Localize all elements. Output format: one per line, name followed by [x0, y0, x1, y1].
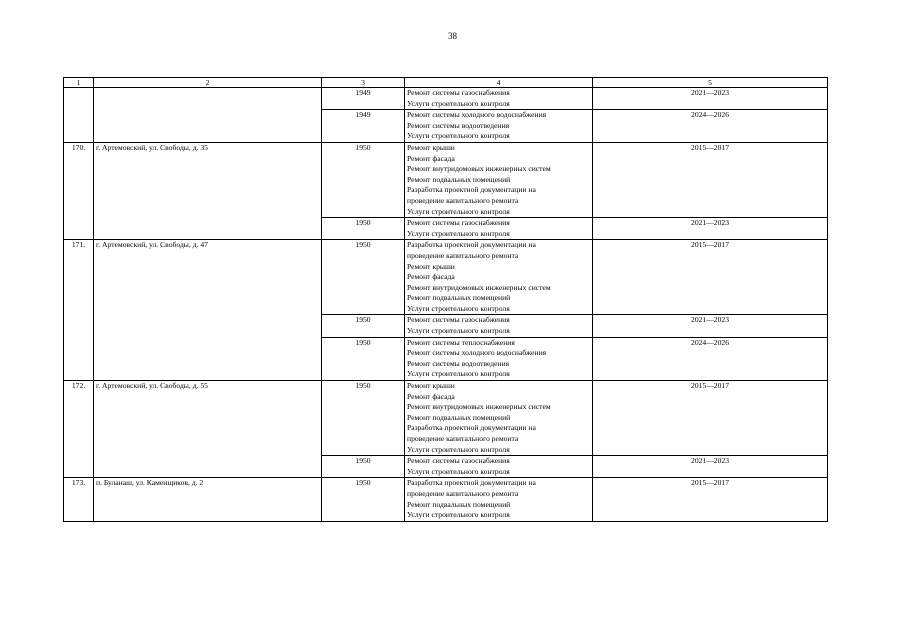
work-item: Услуги строительного контроля [407, 510, 510, 520]
period-cell: 2021—2023 [593, 218, 828, 240]
work-item: Ремонт подвальных помещений [407, 412, 511, 422]
table-row [64, 88, 828, 110]
header-cell: 3 [322, 78, 405, 88]
work-item: проведение капитального ремонта [407, 195, 519, 205]
works-cell [405, 381, 593, 456]
work-item: Ремонт внутридомовых инженерных систем [407, 164, 551, 174]
address-cell [94, 88, 322, 143]
entry-number-cell: 171. [64, 240, 94, 381]
works-cell [405, 456, 593, 478]
work-item: Ремонт фасада [407, 153, 455, 163]
work-item: Ремонт подвальных помещений [407, 174, 511, 184]
address-cell: п. Буланаш, ул. Каменщиков, д. 2 [94, 478, 322, 521]
table-row [64, 478, 828, 521]
work-item: Ремонт фасада [407, 272, 455, 282]
entry-number-cell: 172. [64, 381, 94, 478]
works-cell [405, 110, 593, 143]
work-item: Услуги строительного контроля [407, 228, 510, 238]
address-cell: г. Артемовский, ул. Свободы, д. 35 [94, 142, 322, 239]
work-item: проведение капитального ремонта [407, 250, 519, 260]
works-cell [405, 315, 593, 337]
table-row [64, 142, 828, 217]
work-item: Услуги строительного контроля [407, 326, 510, 336]
work-item: Ремонт системы холодного водоснабжения [407, 348, 547, 358]
entry-number-cell [64, 88, 94, 143]
table-row [64, 381, 828, 456]
work-item: Ремонт фасада [407, 391, 455, 401]
period-cell: 2015—2017 [593, 381, 828, 456]
work-item: Услуги строительного контроля [407, 98, 510, 108]
works-cell [405, 88, 593, 110]
year-cell: 1950 [322, 315, 405, 337]
work-item: Разработка проектной документации на [407, 185, 536, 195]
year-cell: 1949 [322, 88, 405, 110]
work-item: Ремонт системы холодного водоснабжения [407, 110, 547, 120]
work-item: Ремонт системы водоотведения [407, 120, 510, 130]
table-row [64, 240, 828, 315]
work-item: Услуги строительного контроля [407, 369, 510, 379]
header-cell: 2 [94, 78, 322, 88]
header-cell: 5 [593, 78, 828, 88]
work-item: Ремонт системы теплоснабжения [407, 337, 515, 347]
period-cell: 2015—2017 [593, 240, 828, 315]
work-item: Ремонт системы газоснабжения [407, 218, 510, 228]
entry-number-cell: 170. [64, 142, 94, 239]
work-item: Ремонт внутридомовых инженерных систем [407, 402, 551, 412]
work-item: Ремонт системы газоснабжения [407, 315, 510, 325]
year-cell: 1950 [322, 142, 405, 217]
year-cell: 1950 [322, 456, 405, 478]
period-cell: 2021—2023 [593, 315, 828, 337]
work-item: Ремонт подвальных помещений [407, 499, 511, 509]
works-cell [405, 337, 593, 380]
header-cell: 1 [64, 78, 94, 88]
work-item: Ремонт подвальных помещений [407, 293, 511, 303]
year-cell: 1950 [322, 240, 405, 315]
work-item: Разработка проектной документации на [407, 240, 536, 250]
work-item: проведение капитального ремонта [407, 434, 519, 443]
work-item: Ремонт крыши [407, 142, 455, 152]
work-item: Разработка проектной документации на [407, 478, 536, 488]
table-header-row [64, 78, 828, 88]
year-cell: 1950 [322, 337, 405, 380]
entry-number-cell: 173. [64, 478, 94, 521]
address-cell: г. Артемовский, ул. Свободы, д. 47 [94, 240, 322, 381]
works-cell [405, 478, 593, 521]
repair-schedule-table [63, 77, 828, 522]
header-cell: 4 [405, 78, 593, 88]
year-cell: 1950 [322, 218, 405, 240]
year-cell: 1949 [322, 110, 405, 143]
table-body [64, 78, 828, 522]
work-item: Ремонт системы газоснабжения [407, 88, 510, 97]
period-cell: 2021—2023 [593, 456, 828, 478]
work-item: Ремонт системы газоснабжения [407, 456, 510, 466]
works-cell [405, 142, 593, 217]
work-item: проведение капитального ремонта [407, 488, 519, 498]
period-cell: 2015—2017 [593, 478, 828, 521]
period-cell: 2015—2017 [593, 142, 828, 217]
work-item: Услуги строительного контроля [407, 206, 510, 216]
work-item: Разработка проектной документации на [407, 423, 536, 433]
address-cell: г. Артемовский, ул. Свободы, д. 55 [94, 381, 322, 478]
work-item: Ремонт внутридомовых инженерных систем [407, 282, 551, 292]
period-cell: 2024—2026 [593, 110, 828, 143]
work-item: Услуги строительного контроля [407, 466, 510, 476]
work-item: Ремонт крыши [407, 261, 455, 271]
work-item: Услуги строительного контроля [407, 303, 510, 313]
year-cell: 1950 [322, 381, 405, 456]
works-cell [405, 218, 593, 240]
period-cell: 2024—2026 [593, 337, 828, 380]
year-cell: 1950 [322, 478, 405, 521]
work-item: Ремонт крыши [407, 381, 455, 391]
work-item: Услуги строительного контроля [407, 131, 510, 141]
period-cell: 2021—2023 [593, 88, 828, 110]
page-number: 38 [448, 31, 457, 41]
works-cell [405, 240, 593, 315]
work-item: Услуги строительного контроля [407, 444, 510, 454]
work-item: Ремонт системы водоотведения [407, 358, 510, 368]
